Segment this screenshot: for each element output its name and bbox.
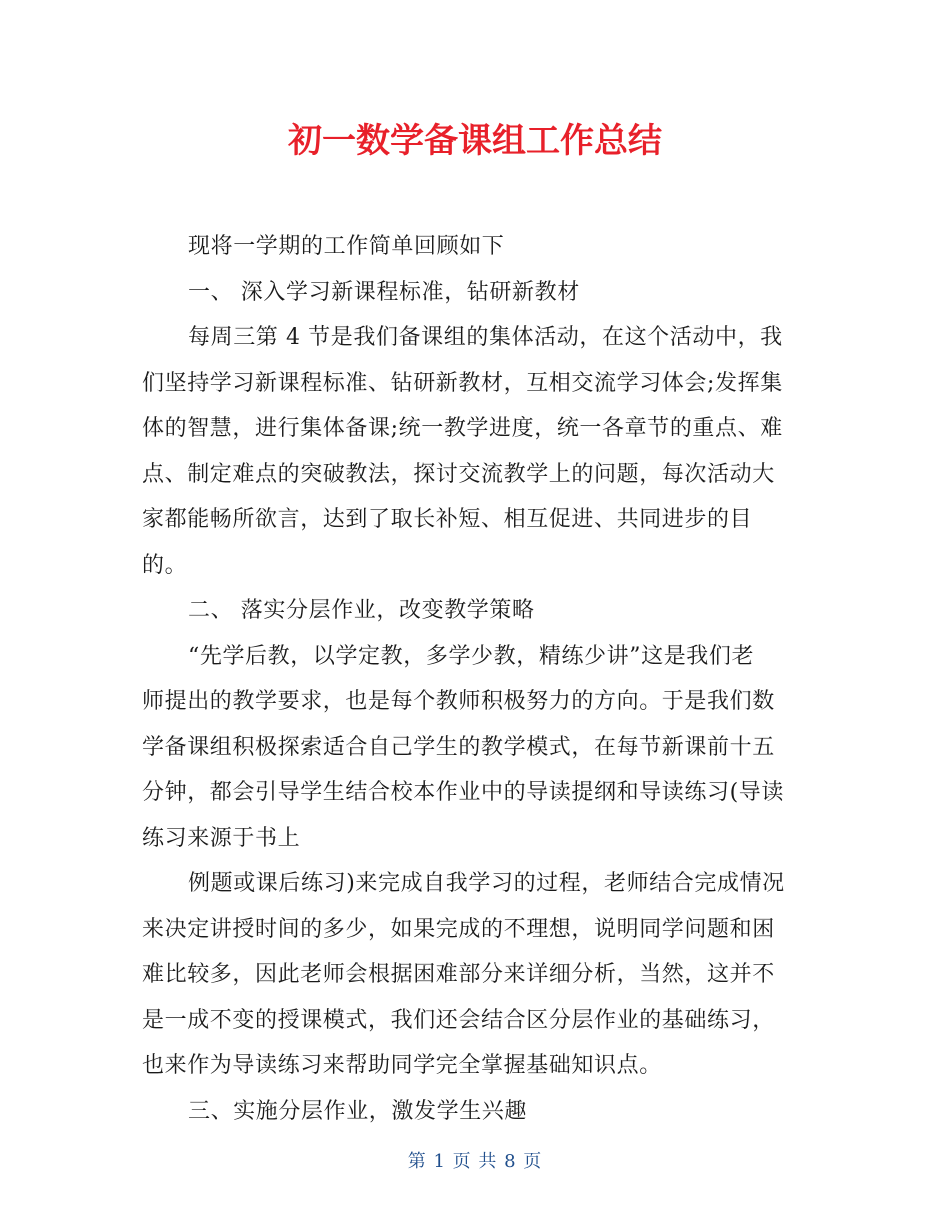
- body-text-line: 家都能畅所欲言，达到了取长补短、相互促进、共同进步的目: [142, 507, 753, 532]
- body-text-line: 练习来源于书上: [142, 825, 301, 851]
- body-text-line: 二、 落实分层作业，改变教学策略: [188, 598, 535, 623]
- body-text-line: 例题或课后练习)来完成自我学习的过程，老师结合完成情况: [188, 871, 785, 896]
- body-text-line: 的。: [142, 552, 188, 578]
- body-text-line: 分钟，都会引导学生结合校本作业中的导读提纲和导读练习(导读: [142, 780, 784, 805]
- body-text-line: 师提出的教学要求，也是每个教师积极努力的方向。于是我们数: [142, 689, 775, 714]
- body-text-line: “先学后教，以学定教，多学少教，精练少讲”这是我们老: [188, 643, 755, 669]
- body-text-line: 来决定讲授时间的多少，如果完成的不理想，说明同学问题和困: [142, 916, 775, 942]
- body-text-line: 现将一学期的工作简单回顾如下: [188, 234, 505, 259]
- body-text-line: 每周三第 4 节是我们备课组的集体活动，在这个活动中，我: [188, 325, 783, 350]
- page-number: 第 1 页 共 8 页: [407, 1151, 543, 1172]
- body-text-line: 们坚持学习新课程标准、钻研新教材，互相交流学习体会;发挥集: [142, 370, 783, 396]
- page-title: 初一数学备课组工作总结: [288, 121, 662, 161]
- body-text-line: 点、制定难点的突破教法，探讨交流教学上的问题，每次活动大: [142, 461, 775, 487]
- body-text-line: 一、 深入学习新课程标准，钻研新教材: [188, 279, 580, 305]
- body-text-line: 也来作为导读练习来帮助同学完全掌握基础知识点。: [142, 1053, 662, 1078]
- body-text-line: 三、实施分层作业，激发学生兴趣: [188, 1098, 528, 1124]
- body-text-line: 学备课组积极探索适合自己学生的教学模式，在每节新课前十五: [142, 734, 775, 760]
- body-text-line: 难比较多，因此老师会根据困难部分来详细分析，当然，这并不: [142, 962, 775, 987]
- body-text-line: 体的智慧，进行集体备课;统一教学进度，统一各章节的重点、难: [142, 416, 783, 441]
- body-text-line: 是一成不变的授课模式，我们还会结合区分层作业的基础练习，: [142, 1007, 775, 1033]
- document-body: [142, 224, 808, 1134]
